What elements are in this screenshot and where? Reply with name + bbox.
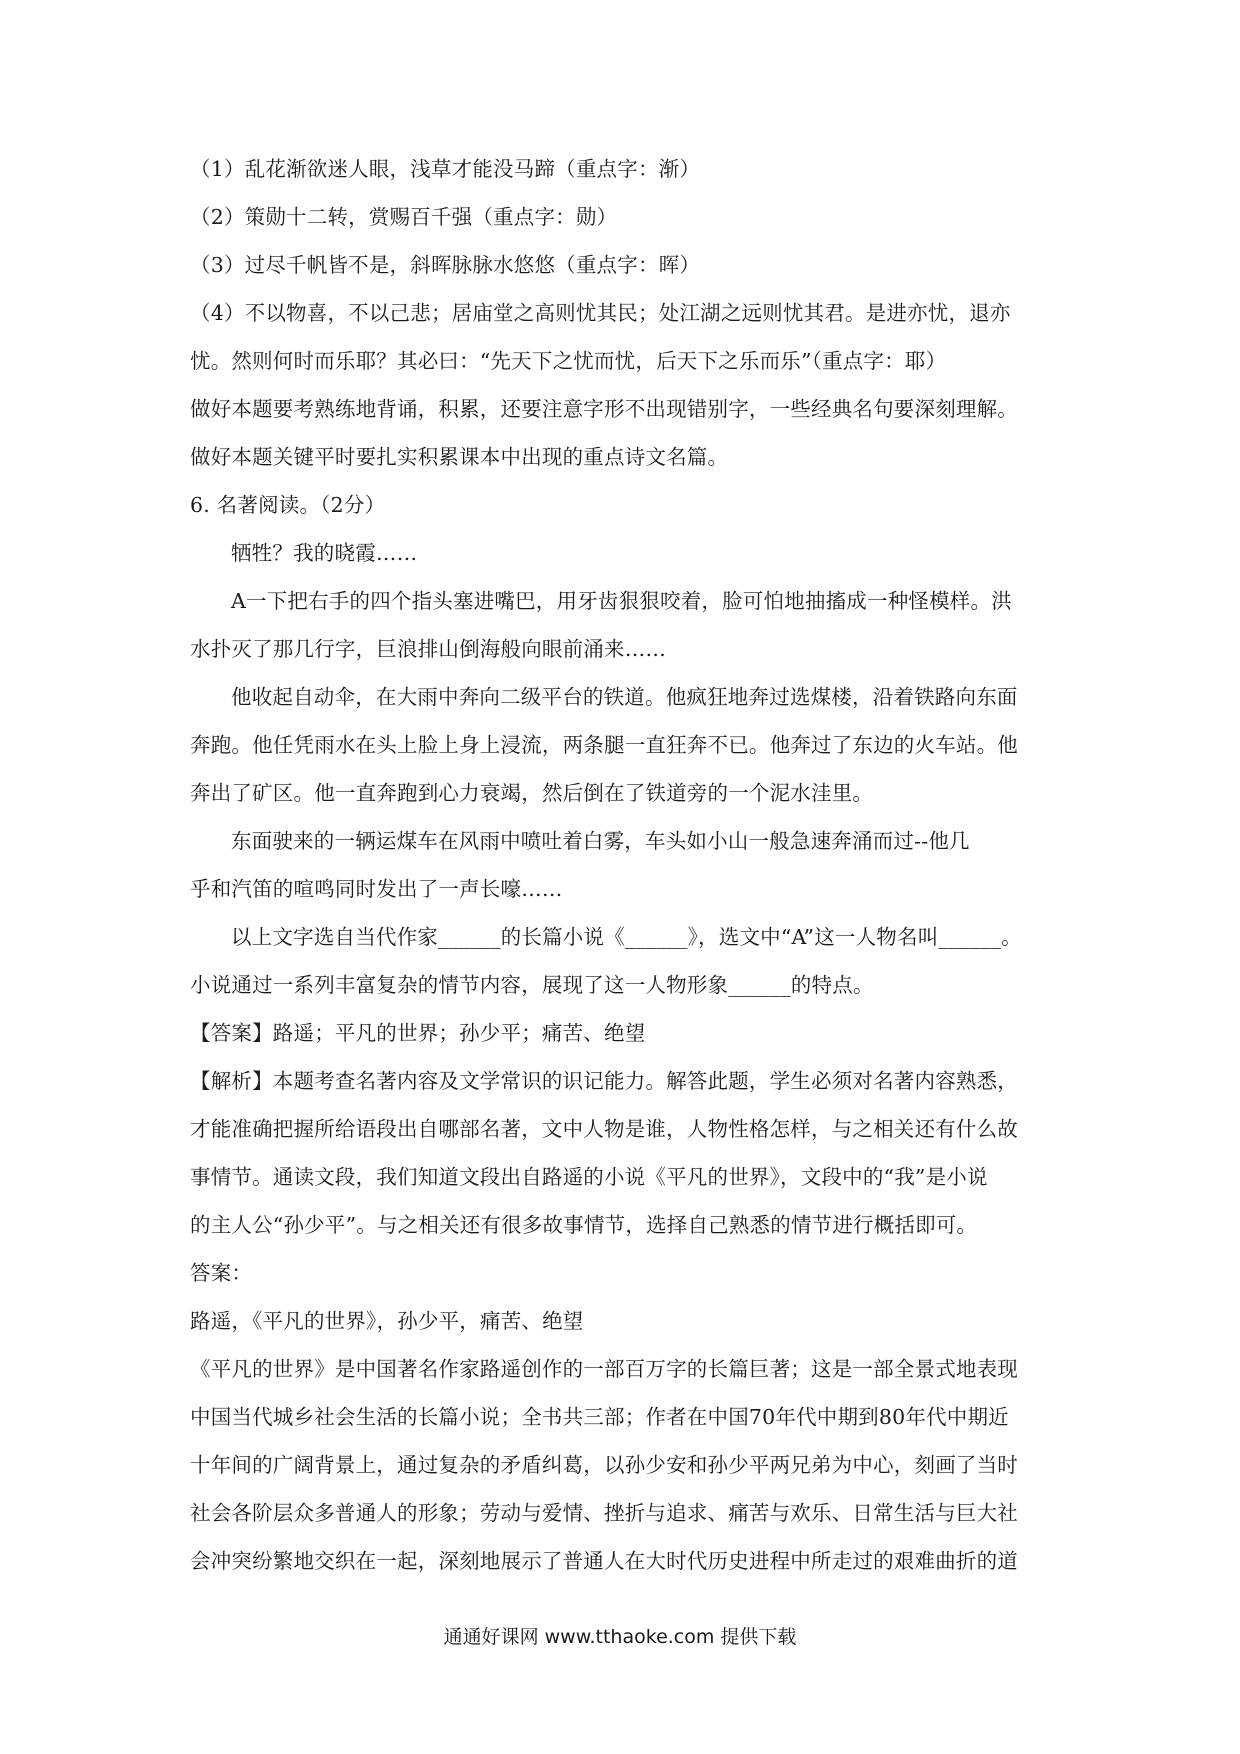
book-description-line: 社会各阶层众多普通人的形象；劳动与爱情、挫折与追求、痛苦与欢乐、日常生活与巨大社 [190, 1501, 1018, 1525]
answer-line-4-cont: 忧。然则何时而乐耶？其必曰：“先天下之忧而忧，后天下之乐而乐”（重点字：耶） [190, 349, 947, 373]
answer-heading: 答案： [190, 1261, 253, 1285]
document-body [190, 155, 1070, 1595]
answer-line-4: （4）不以物喜，不以己悲；居庙堂之高则忧其民；处江湖之远则忧其君。是进亦忧，退亦 [190, 301, 1011, 325]
book-description-line: 中国当代城乡社会生活的长篇小说；全书共三部；作者在中国70年代中期到80年代中期近 [190, 1405, 1009, 1429]
passage-line: 牺牲？我的晓霞…… [231, 541, 418, 565]
analysis-line: 事情节。通读文段，我们知道文段出自路遥的小说《平凡的世界》，文段中的“我”是小说 [190, 1165, 988, 1189]
passage-line: 他收起自动伞，在大雨中奔向二级平台的铁道。他疯狂地奔过选煤楼，沿着铁路向东面 [231, 685, 1018, 709]
question-prompt: 以上文字选自当代作家______的长篇小说《______》，选文中“A”这一人物名叫______。 [231, 925, 1022, 949]
passage-line: 奔跑。他任凭雨水在头上脸上身上浸流，两条腿一直狂奔不已。他奔过了东边的火车站。他 [190, 733, 1018, 757]
question-prompt-cont: 小说通过一系列丰富复杂的情节内容，展现了这一人物形象______的特点。 [190, 973, 874, 997]
book-description-line: 《平凡的世界》是中国著名作家路遥创作的一部百万字的长篇巨著；这是一部全景式地表现 [190, 1357, 1018, 1381]
tip-line-2: 做好本题关键平时要扎实积累课本中出现的重点诗文名篇。 [190, 445, 729, 469]
question-6-heading: 6. 名著阅读。（2分） [190, 493, 386, 517]
passage-line: 奔出了矿区。他一直奔跑到心力衰竭，然后倒在了铁道旁的一个泥水洼里。 [190, 781, 874, 805]
answer-line-3: （3）过尽千帆皆不是，斜晖脉脉水悠悠（重点字：晖） [190, 253, 701, 277]
passage-line: 乎和汽笛的喧鸣同时发出了一声长嚎…… [190, 877, 563, 901]
page-footer: 通通好课网 www.tthaoke.com 提供下载 [443, 1626, 797, 1648]
analysis-line: 才能准确把握所给语段出自哪部名著，文中人物是谁，人物性格怎样，与之相关还有什么故 [190, 1117, 1018, 1141]
passage-line: 水扑灭了那几行字，巨浪排山倒海般向眼前涌来…… [190, 637, 667, 661]
passage-line: 东面驶来的一辆运煤车在风雨中喷吐着白雾，车头如小山一般急速奔涌而过--他几 [231, 829, 970, 853]
answer-line-2: （2）策勋十二转，赏赐百千强（重点字：勋） [190, 205, 618, 229]
book-description-line: 会冲突纷繁地交织在一起，深刻地展示了普通人在大时代历史进程中所走过的艰难曲折的道 [190, 1549, 1018, 1573]
analysis-line: 【解析】本题考查名著内容及文学常识的识记能力。解答此题，学生必须对名著内容熟悉， [190, 1069, 1018, 1093]
analysis-line: 的主人公“孙少平”。与之相关还有很多故事情节，选择自己熟悉的情节进行概括即可。 [190, 1213, 978, 1237]
passage-line: A一下把右手的四个指头塞进嘴巴，用牙齿狠狠咬着，脸可怕地抽搐成一种怪模样。洪 [231, 589, 1012, 613]
tip-line-1: 做好本题要考熟练地背诵，积累，还要注意字形不出现错别字，一些经典名句要深刻理解。 [190, 397, 1018, 421]
answer-label: 【答案】路遥；平凡的世界；孙少平；痛苦、绝望 [190, 1021, 646, 1045]
answer-line-1: （1）乱花渐欲迷人眼，浅草才能没马蹄（重点字：渐） [190, 157, 701, 181]
answer-summary: 路遥，《平凡的世界》，孙少平，痛苦、绝望 [190, 1309, 584, 1333]
book-description-line: 十年间的广阔背景上，通过复杂的矛盾纠葛，以孙少安和孙少平两兄弟为中心，刻画了当时 [190, 1453, 1018, 1477]
